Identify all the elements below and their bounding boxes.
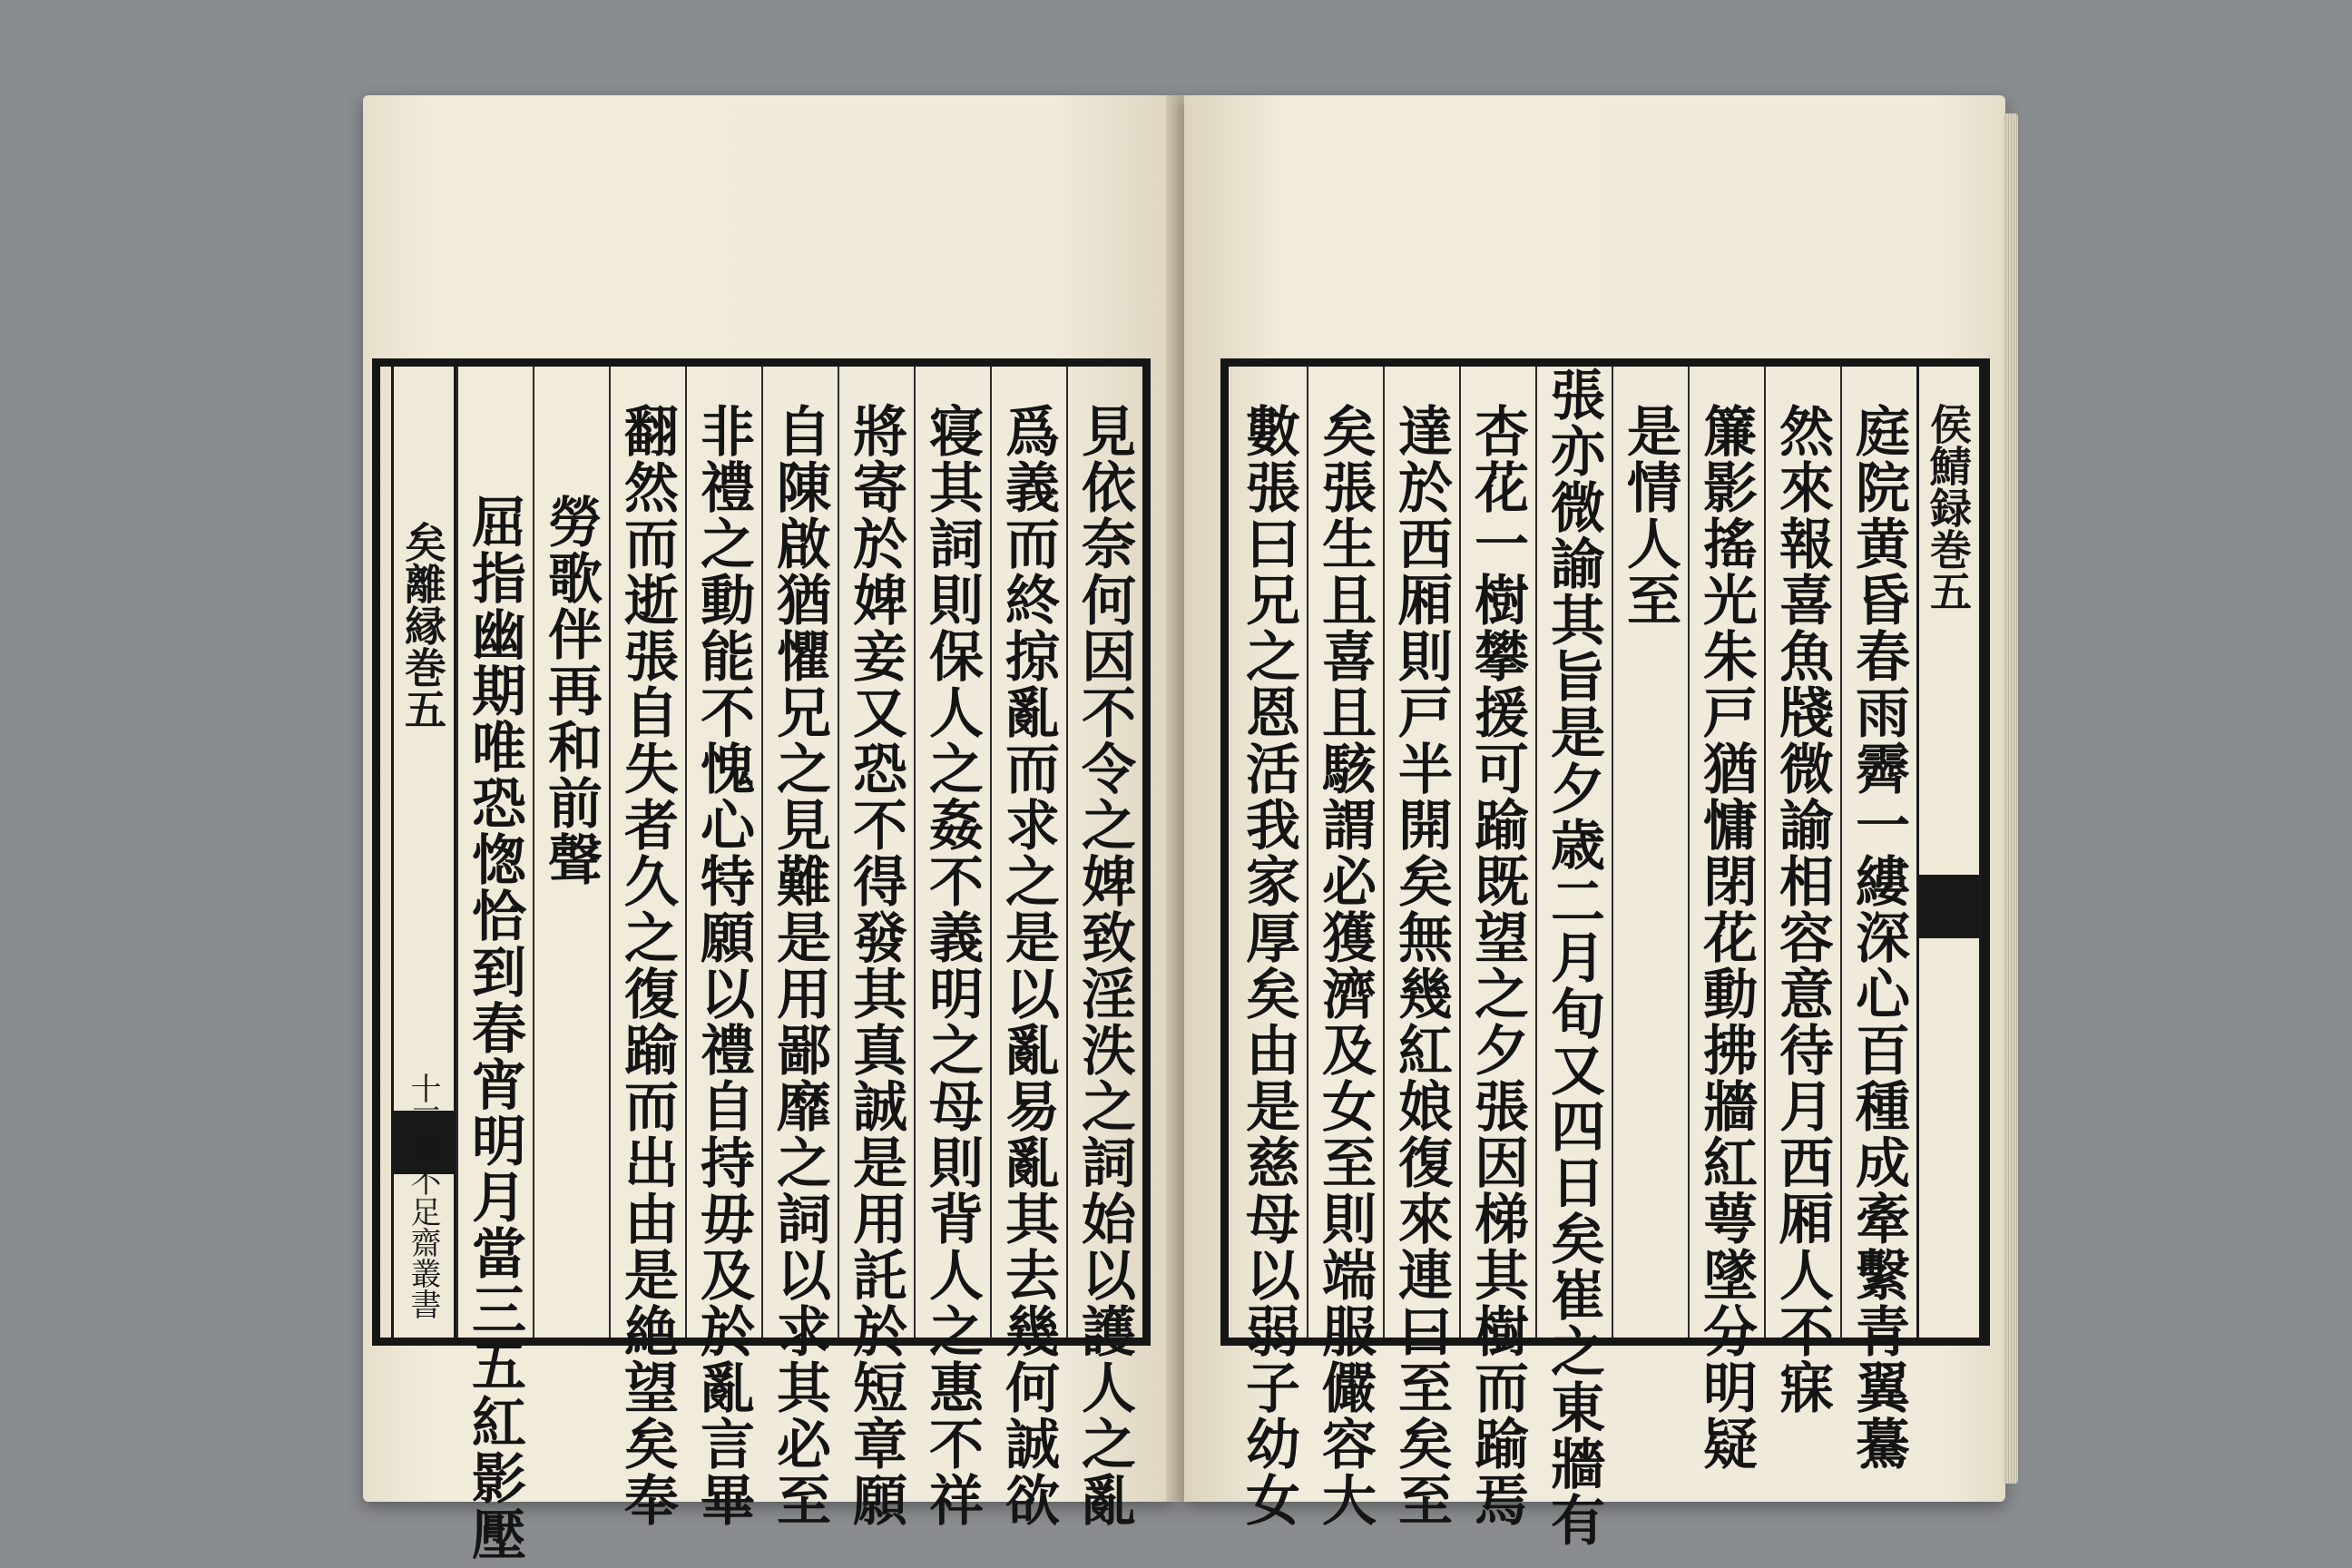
text-column: [533, 367, 609, 1338]
column-text: 張亦微諭其旨是夕歳二月旬又四日矣崔之東牆有: [1542, 367, 1605, 1548]
open-book: [363, 95, 2005, 1563]
column-text: 翻然而逝張自失者久之復踰而出由是絶望矣奉: [615, 403, 679, 1528]
column-text: 見依奈何因不令之婢致淫泆之詞始以護人之亂: [1073, 403, 1136, 1528]
left-text-columns: [380, 367, 1142, 1563]
text-column: [838, 367, 914, 1528]
left-page: [363, 95, 1175, 1563]
right-banxin: [1916, 367, 1982, 1338]
banxin-title: 矣離縁巻五: [398, 521, 447, 730]
text-column: [914, 367, 990, 1528]
column-text: 然來報喜魚牋微諭相容意待月西厢人不寐: [1770, 403, 1834, 1416]
column-text: 庭院黄昏春雨霽一縷深心百種成牽繫青翼驀: [1847, 403, 1910, 1472]
column-text: 簾影搖光朱戸猶慵閉花動拂牆紅萼墜分明疑: [1694, 403, 1758, 1472]
column-text: 杏花一樹攀援可踰既望之夕張因梯其樹而踰焉: [1465, 403, 1529, 1528]
text-column: [1612, 367, 1688, 1338]
left-banxin: [391, 367, 456, 1338]
column-text: 是情人至: [1618, 403, 1681, 628]
banxin-folio-publisher: 十三知不足齋叢書: [405, 1073, 441, 1319]
text-column: [1688, 367, 1764, 1472]
right-page-frame: [1220, 358, 1990, 1548]
text-column: [1066, 367, 1142, 1528]
text-column: [1307, 367, 1383, 1528]
text-column: [1230, 367, 1307, 1528]
text-column: [456, 367, 533, 1563]
text-column: [1764, 367, 1840, 1416]
column-text: 屈指幽期唯恐愡恰到春宵明月當三五紅影壓: [463, 494, 526, 1563]
column-text: 自陳啟猶懼兄之見難是用鄙靡之詞以求其必至: [768, 403, 831, 1528]
left-page-frame: [372, 358, 1151, 1563]
text-column: [990, 367, 1066, 1528]
text-column: [761, 367, 838, 1528]
right-page: [1184, 95, 2005, 1548]
text-column: [1383, 367, 1459, 1528]
column-text: 勞歌伴再和前聲: [539, 494, 603, 887]
text-column: [609, 367, 685, 1528]
text-column: [1459, 367, 1535, 1528]
column-text: 非禮之動能不愧心特願以禮自持毋及於亂言畢: [691, 403, 755, 1528]
text-column: [1840, 367, 1916, 1472]
column-text: 寝其詞則保人之姦不義明之母則背人之惠不祥: [920, 403, 984, 1528]
column-text: 矣張生且喜且駭謂必獲濟及女至則端服儼容大: [1313, 403, 1377, 1528]
right-text-columns: [1229, 367, 1982, 1548]
banxin-title: 侯鯖録巻五: [1924, 403, 1973, 612]
column-text: 將寄於婢妾又恐不得發其真誠是用託於短章願: [844, 403, 907, 1528]
column-text: 達於西厢則戸半開矣無幾紅娘復來連曰至矣至: [1389, 403, 1453, 1528]
page-edge-stack: [2004, 113, 2018, 1484]
fish-tail-mark: [1919, 875, 1979, 938]
text-column: [1535, 367, 1612, 1548]
column-text: 數張曰兄之恩活我家厚矣由是慈母以弱子幼女: [1237, 403, 1300, 1528]
column-text: 爲義而終掠亂而求之是以亂易亂其去幾何誠欲: [996, 403, 1060, 1528]
text-column: [685, 367, 761, 1528]
